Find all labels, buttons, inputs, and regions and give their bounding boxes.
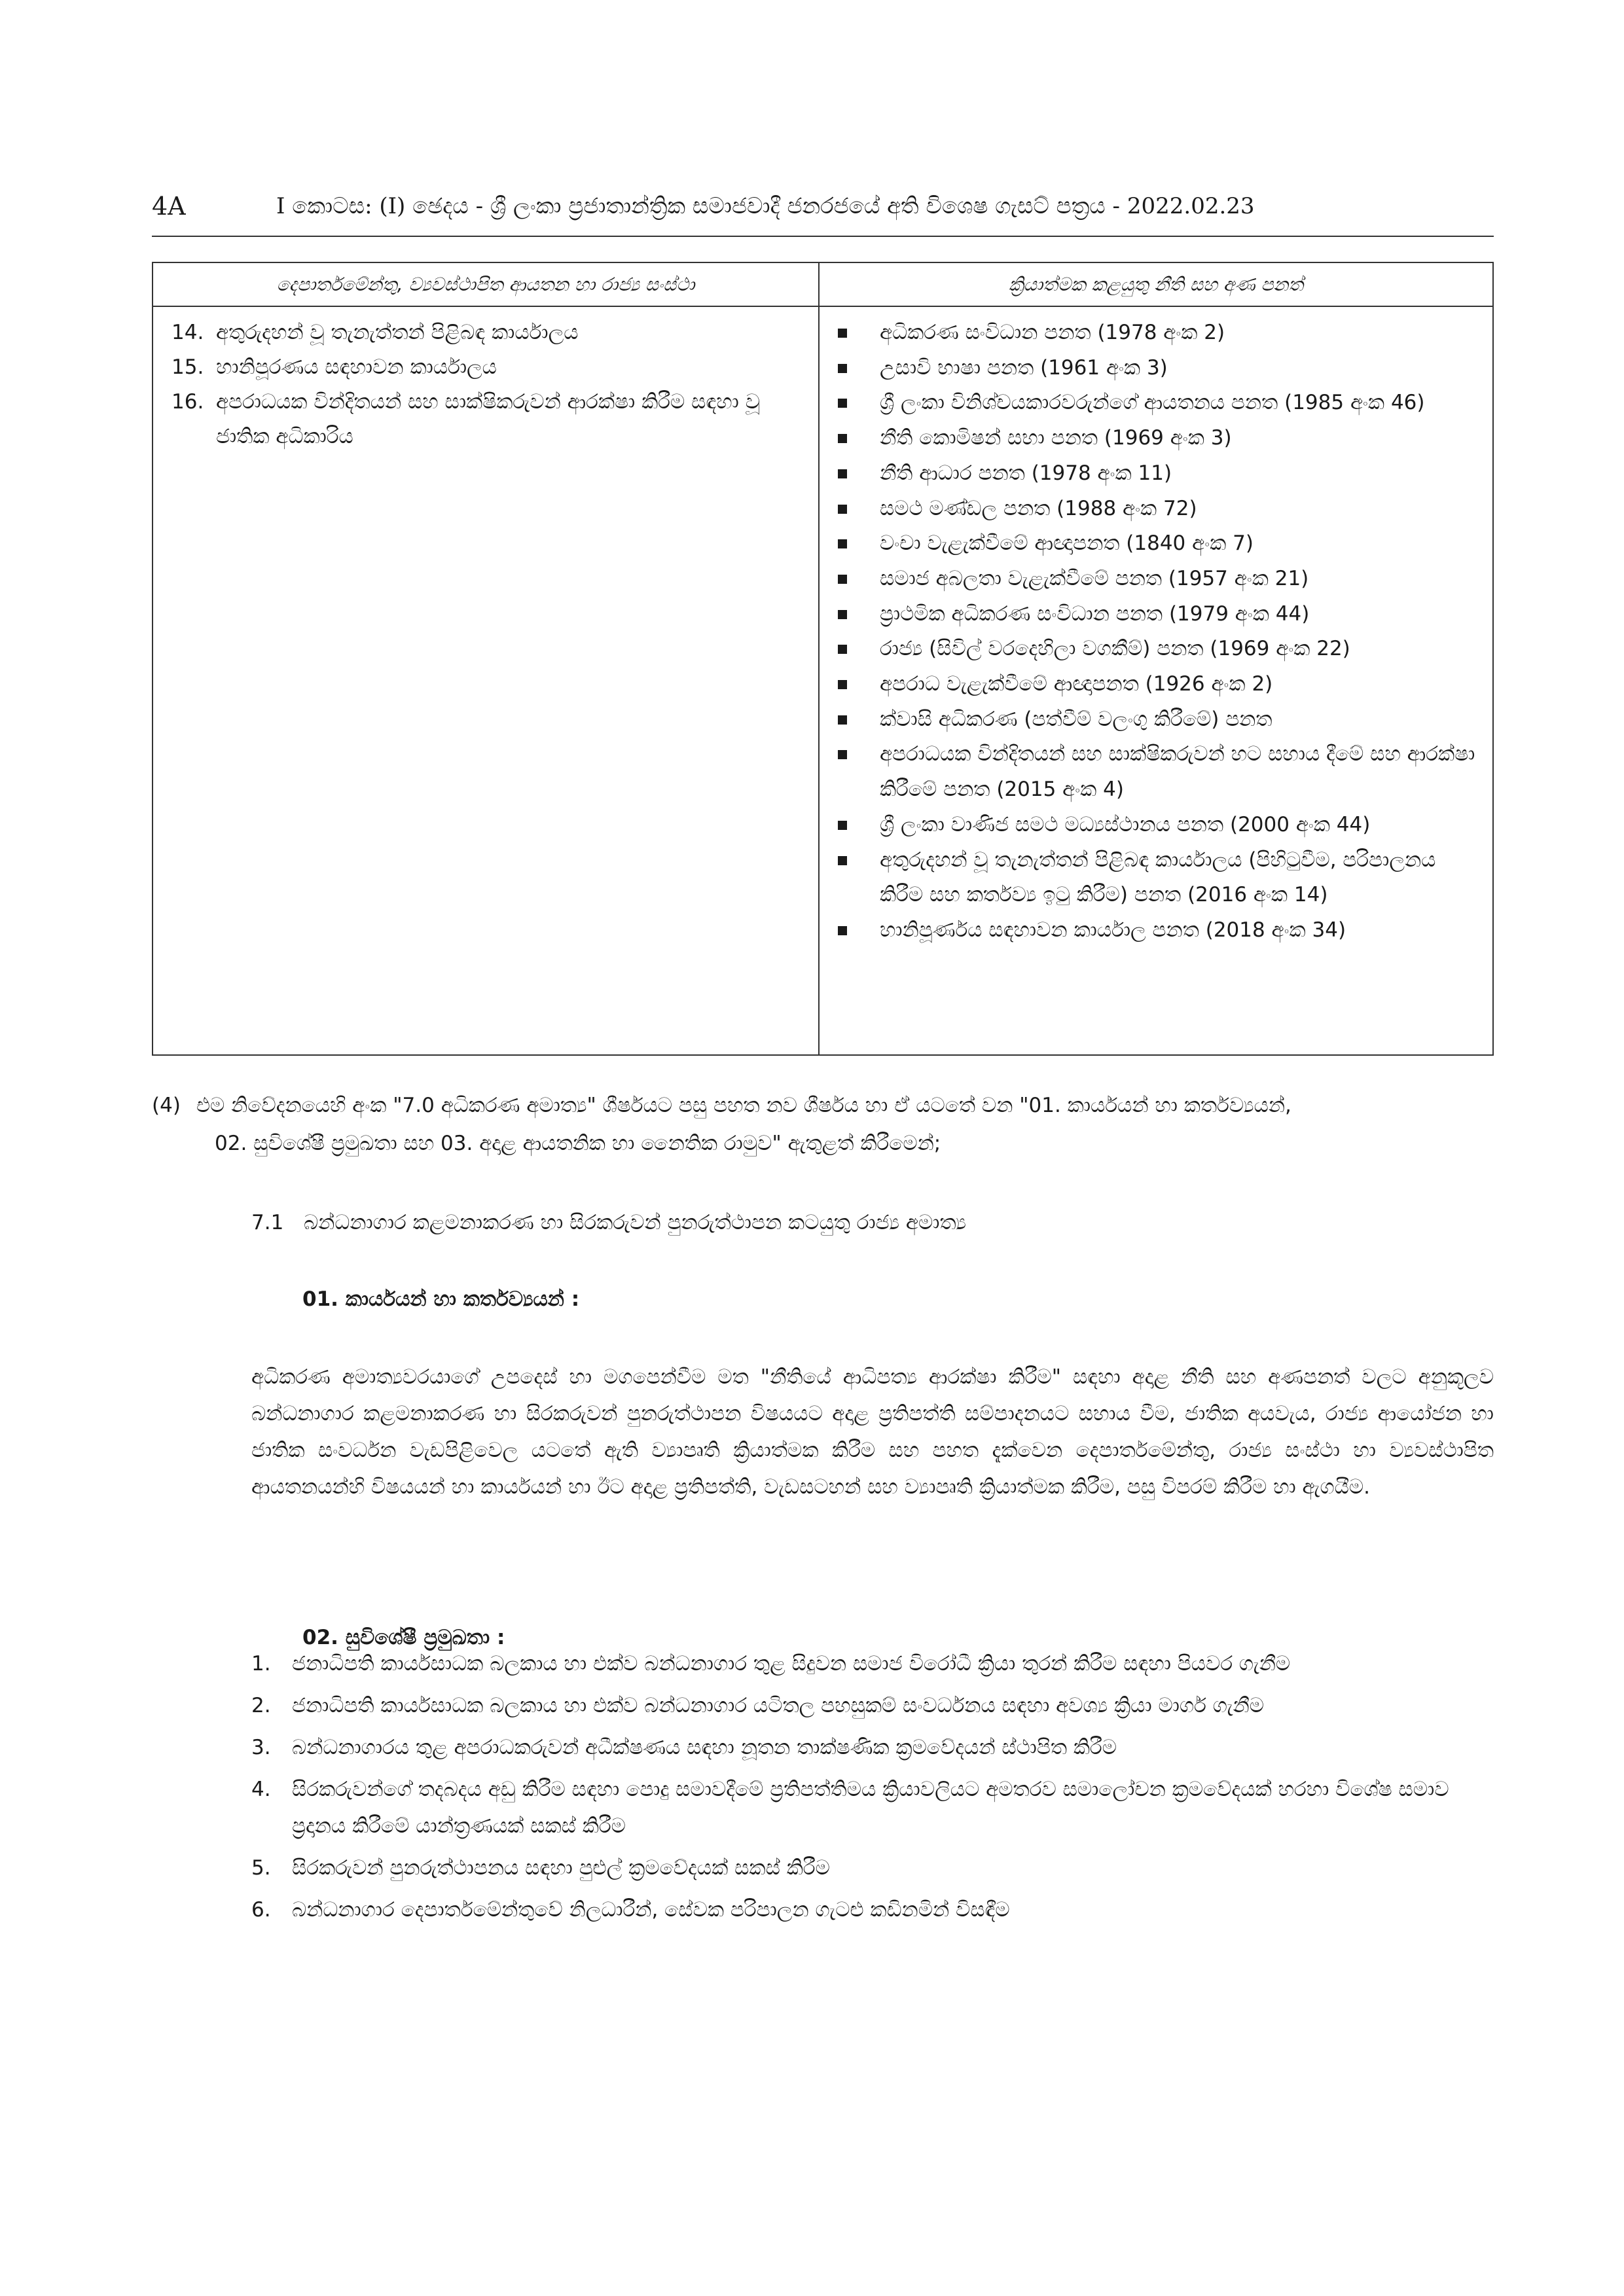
square-bullet-icon bbox=[838, 645, 847, 654]
law-item bbox=[834, 456, 1482, 492]
law-text: හානිපූර්ණය සඳහාවන කාර්යාල පනත (2018 අංක 34) bbox=[880, 918, 1346, 942]
law-item bbox=[834, 632, 1482, 667]
law-text: අපරාධයක වින්දිතයන් සහ සාක්ෂිකරුවන් හට සහාය දීමේ සහ ආරක්ෂා කිරීමේ පනත (2015 අංක 4) bbox=[880, 742, 1475, 802]
square-bullet-icon bbox=[838, 399, 847, 408]
law-item bbox=[834, 315, 1482, 351]
institution-number: 15. bbox=[171, 355, 204, 379]
law-text: අතුරුදහන් වූ තැනැත්තන් පිළිබඳ කාර්යාලය (පිහිටුවීම, පරිපාලනය කිරීම සහ කර්තව්‍ය ඉටු කිරීම) පනත (2016 අංක 14) bbox=[880, 848, 1436, 907]
law-text: උසාවි භාෂා පනත (1961 අංක 3) bbox=[880, 355, 1168, 380]
square-bullet-icon bbox=[838, 750, 847, 759]
law-text: ශ්‍රී ලංකා වාණිජ සමථ මධ්‍යස්ථානය පනත (2000 අංක 44) bbox=[880, 812, 1371, 836]
institution-name: අපරාධයක වින්දිතයන් සහ සාක්ෂිකරුවන් ආරක්ෂා කිරීම සඳහා වූ ජාතික අධිකාරිය bbox=[216, 390, 760, 448]
priority-text: බන්ධනාගාර දෙපාර්තමේන්තුවේ නිලධාරීන්, සේවක පරිපාලන ගැටළු කඩිනමින් විසඳීම bbox=[292, 1898, 1010, 1922]
institution-row bbox=[171, 385, 800, 454]
priority-text: ජනාධිපති කාර්යසාධක බලකාය හා එක්ව බන්ධනාගාර යටිතල පහසුකම් සංවර්ධනය සඳහා අවශ්‍ය ක්‍රියා මාර්ග ගැනීම bbox=[292, 1694, 1264, 1717]
gazette-title: I කොටස: (I) ඡෙදය - ශ්‍රී ලංකා ප්‍රජාතාන්ත්‍රික සමාජවාදී ජනරජයේ අති විශෙෂ ගැසට් පත්‍රය - 2022.02.23 bbox=[276, 193, 1255, 219]
priority-item bbox=[251, 1729, 1494, 1766]
priorities-heading: 02. සුවිශේෂී ප්‍රමුඛතා : bbox=[302, 1626, 505, 1649]
law-text: ප්‍රාථමික අධිකරණ සංවිධාන පනත (1979 අංක 44) bbox=[880, 601, 1310, 626]
law-item bbox=[834, 702, 1482, 738]
institution-row bbox=[171, 315, 800, 350]
laws-list bbox=[834, 315, 1482, 948]
square-bullet-icon bbox=[838, 434, 847, 443]
paragraph-line-1: එම නිවේදනයෙහි අංක "7.0 අධිකරණ අමාත්‍ය" ශීර්ෂයට පසු පහත නව ශීර්ෂය හා ඒ යටතේ වන "01. කාර්යයන් හා කර්තව්‍යයන්, bbox=[196, 1094, 1291, 1117]
law-item bbox=[834, 597, 1482, 632]
law-item bbox=[834, 737, 1482, 807]
priority-text: සිරකරුවන්ගේ තදබදය අඩු කිරීම සඳහා පොදු සමාවදීමේ ප්‍රතිපත්තිමය ක්‍රියාවලියට අමතරව සමාලෝචන ක්‍රමවේදයක් හරහා විශේෂ සමාව ප්‍රදානය කිරීමේ යාන්ත්‍රණයක් සකස් කිරීම bbox=[292, 1778, 1449, 1838]
square-bullet-icon bbox=[838, 856, 847, 865]
law-item bbox=[834, 492, 1482, 527]
table-header-laws: ක්‍රියාත්මක කළයුතු නීති සහ අණ පනත් bbox=[1009, 274, 1303, 295]
page-number: 4A bbox=[152, 192, 186, 221]
law-text: ශ්‍රී ලංකා විනිශ්චයකාරවරුන්ගේ ආයතනය පනත (1985 අංක 46) bbox=[880, 391, 1425, 415]
square-bullet-icon bbox=[838, 539, 847, 548]
priority-item bbox=[251, 1771, 1494, 1844]
functions-heading: 01. කාර්යයන් හා කර්තව්‍යයන් : bbox=[302, 1287, 580, 1311]
section-title: බන්ධනාගාර කළමනාකරණ හා සිරකරුවන් පුනරුත්ථාපන කටයුතු රාජ්‍ය අමාත්‍ය bbox=[304, 1211, 967, 1234]
priority-item bbox=[251, 1892, 1494, 1928]
law-text: වංචා වැළැක්වීමේ ආඥාපනත (1840 අංක 7) bbox=[880, 531, 1254, 556]
header-divider bbox=[152, 236, 1494, 237]
square-bullet-icon bbox=[838, 505, 847, 514]
table-header-institutions: දෙපාර්තමේන්තු, ව්‍යවස්ථාපිත ආයතන හා රාජ්‍ය සංස්ථා bbox=[276, 274, 695, 295]
square-bullet-icon bbox=[838, 364, 847, 373]
law-text: ක්වාසි අධිකරණ (පත්වීම් වලංගු කිරීමේ) පනත bbox=[880, 707, 1272, 731]
functions-body: අධිකරණ අමාත්‍යවරයාගේ උපදෙස් හා මගපෙන්වීම මත "නීතියේ ආධිපත්‍ය ආරක්ෂා කිරීම" සඳහා අදාළ නීති සහ අණපනත් වලට අනුකූලව බන්ධනාගාර කළමනාකරණ හා සිරකරුවන් පුනරුත්ථාපන විෂයයට අදාළ ප්‍රතිපත්ති සම්පාදනයට සහාය වීම, ජාතික අයවැය, රාජ්‍ය ආයෝජන හා ජාතික සංවර්ධන වැඩපිළිවෙල යටතේ ඇති ව්‍යාපෘති ක්‍රියාත්මක කිරීම සහ පහත දැක්වෙන දෙපාර්තමේන්තු, රාජ්‍ය සංස්ථා හා ව්‍යවස්ථාපිත ආයතනයන්හි විෂයයන් හා කාර්යයන් හා ඊට අදාළ ප්‍රතිපත්ති, වැඩසටහන් සහ ව්‍යාපෘති ක්‍රියාත්මක කිරීම, පසු විපරම් කිරීම හා ඇගයීම. bbox=[251, 1365, 1494, 1499]
institutions-list bbox=[171, 315, 800, 454]
paragraph-number: (4) bbox=[152, 1094, 181, 1117]
square-bullet-icon bbox=[838, 680, 847, 689]
priority-item bbox=[251, 1850, 1494, 1886]
law-item bbox=[834, 808, 1482, 843]
table-header-divider bbox=[153, 306, 1492, 307]
law-item bbox=[834, 562, 1482, 597]
ministry-table bbox=[152, 262, 1494, 1056]
priority-item bbox=[251, 1645, 1494, 1682]
law-text: සමාජ අබලතා වැළැක්වීමේ පනත (1957 අංක 21) bbox=[880, 566, 1309, 590]
table-column-divider bbox=[818, 263, 820, 1054]
section-number: 7.1 bbox=[251, 1211, 284, 1234]
square-bullet-icon bbox=[838, 715, 847, 725]
law-text: රාජ්‍ය (සිවිල් වරදෙහිලා වගකීම්) පනත (1969 අංක 22) bbox=[880, 637, 1350, 661]
law-item bbox=[834, 667, 1482, 702]
law-item bbox=[834, 421, 1482, 456]
priority-item bbox=[251, 1687, 1494, 1724]
priority-number: 5. bbox=[251, 1856, 271, 1880]
institution-row bbox=[171, 350, 800, 385]
priority-text: බන්ධනාගාරය තුළ අපරාධකරුවන් අධීක්ෂණය සඳහා නූතන තාක්ෂණික ක්‍රමවේදයන් ස්ථාපිත කිරීම bbox=[292, 1736, 1117, 1759]
law-text: අපරාධ වැළැක්වීමේ ආඥාපනත (1926 අංක 2) bbox=[880, 672, 1273, 696]
priority-number: 4. bbox=[251, 1778, 271, 1801]
square-bullet-icon bbox=[838, 610, 847, 619]
institution-number: 14. bbox=[171, 321, 204, 344]
law-text: නීති කොමිෂන් සභා පනත (1969 අංක 3) bbox=[880, 426, 1232, 450]
law-text: අධිකරණ සංවිධාන පනත (1978 අංක 2) bbox=[880, 321, 1225, 344]
institution-name: අතුරුදහන් වූ තැනැත්තන් පිළිබඳ කාර්යාලය bbox=[216, 321, 579, 344]
law-item bbox=[834, 351, 1482, 386]
paragraph-line-2: 02. සුවිශේෂී ප්‍රමුඛතා සහ 03. අදාළ ආයතනික හා නෛතික රාමුව" ඇතුළත් කිරීමෙන්; bbox=[215, 1132, 941, 1155]
priorities-list bbox=[251, 1645, 1494, 1933]
priority-number: 6. bbox=[251, 1898, 271, 1922]
institution-number: 16. bbox=[171, 390, 204, 414]
law-item bbox=[834, 526, 1482, 562]
law-item bbox=[834, 386, 1482, 421]
law-text: නීති ආධාර පනත (1978 අංක 11) bbox=[880, 461, 1172, 485]
priority-text: සිරකරුවන් පුනරුත්ථාපනය සඳහා පුළුල් ක්‍රමවේදයක් සකස් කිරීම bbox=[292, 1856, 830, 1880]
priority-text: ජනාධිපති කාර්යසාධක බලකාය හා එක්ව බන්ධනාගාර තුළ සිදුවන සමාජ විරෝධී ක්‍රියා තුරන් කිරීම සඳහා පියවර ගැනීම bbox=[292, 1652, 1291, 1676]
institution-name: හානිපූරණය සඳහාවන කාර්යාලය bbox=[216, 355, 497, 379]
law-item bbox=[834, 843, 1482, 913]
law-text: සමථ මණ්ඩල පනත (1988 අංක 72) bbox=[880, 496, 1197, 520]
square-bullet-icon bbox=[838, 469, 847, 478]
square-bullet-icon bbox=[838, 329, 847, 338]
priority-number: 1. bbox=[251, 1652, 271, 1676]
priority-number: 3. bbox=[251, 1736, 271, 1759]
priority-number: 2. bbox=[251, 1694, 271, 1717]
square-bullet-icon bbox=[838, 821, 847, 830]
law-item bbox=[834, 913, 1482, 948]
square-bullet-icon bbox=[838, 575, 847, 584]
square-bullet-icon bbox=[838, 926, 847, 935]
